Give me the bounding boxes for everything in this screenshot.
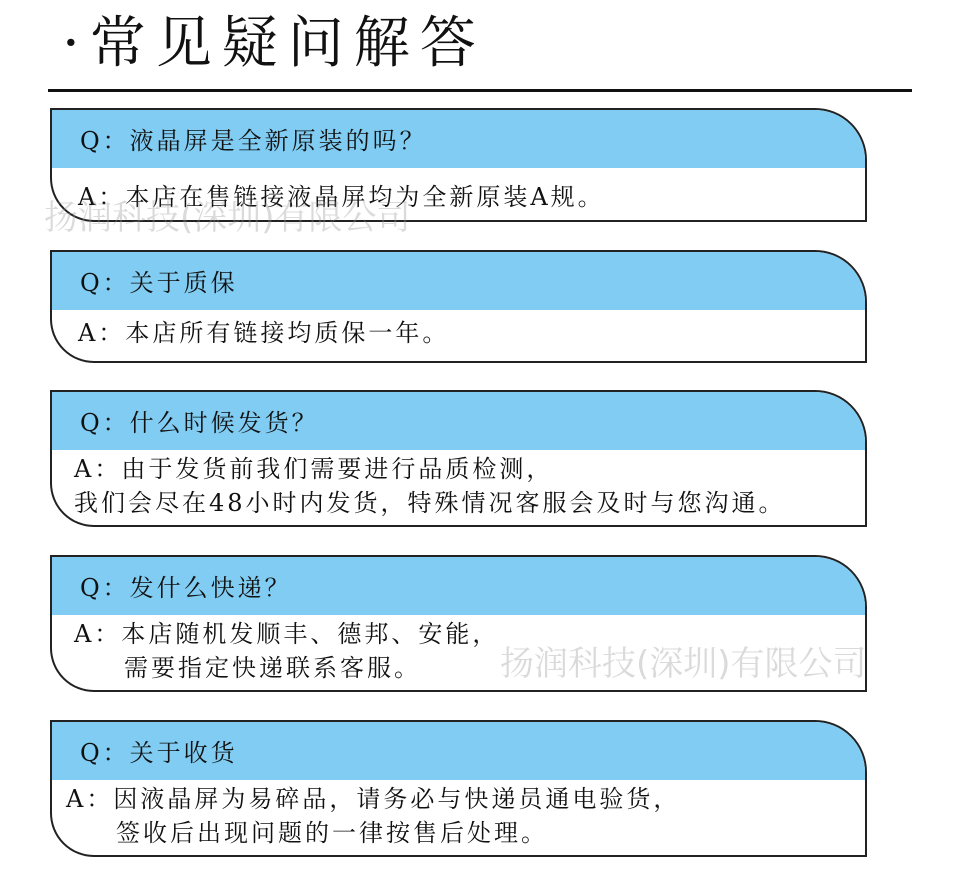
page-title: ·常见疑问解答 (62, 11, 486, 76)
faq-answer (52, 615, 865, 685)
watermark: 扬润科技(深圳)有限公司 (500, 644, 867, 684)
faq-question: Q：关于质保 (52, 252, 865, 310)
faq-answer (52, 310, 865, 350)
faq-card-3 (50, 390, 867, 527)
faq-answer (52, 450, 865, 520)
faq-answer-line: 我们会尽在48小时内发货，特殊情况客服会及时与您沟通。 (74, 489, 786, 517)
faq-card-1 (50, 108, 867, 222)
faq-answer-line: 签收后出现问题的一律按售后处理。 (116, 819, 548, 847)
faq-answer-line: A：本店随机发顺丰、德邦、安能， (74, 620, 500, 648)
faq-card-2 (50, 250, 867, 363)
faq-question: Q：液晶屏是全新原装的吗？ (52, 110, 865, 168)
faq-question: Q：关于收货 (52, 722, 865, 780)
watermark: 扬润科技(深圳)有限公司 (44, 198, 411, 238)
faq-answer-line: A：因液晶屏为易碎品，请务必与快递员通电验货， (66, 785, 681, 813)
faq-answer-line: A：本店在售链接液晶屏均为全新原装A规。 (78, 183, 605, 211)
faq-answer-line: A：本店所有链接均质保一年。 (78, 319, 450, 347)
faq-card-4 (50, 555, 867, 692)
faq-question: Q：什么时候发货？ (52, 392, 865, 450)
faq-question: Q：发什么快递？ (52, 557, 865, 615)
faq-answer-line: A：由于发货前我们需要进行品质检测， (74, 455, 554, 483)
faq-card-5 (50, 720, 867, 857)
faq-answer (52, 780, 865, 850)
faq-answer (52, 168, 865, 214)
title-divider (48, 89, 912, 92)
faq-answer-line: 需要指定快递联系客服。 (124, 654, 421, 682)
